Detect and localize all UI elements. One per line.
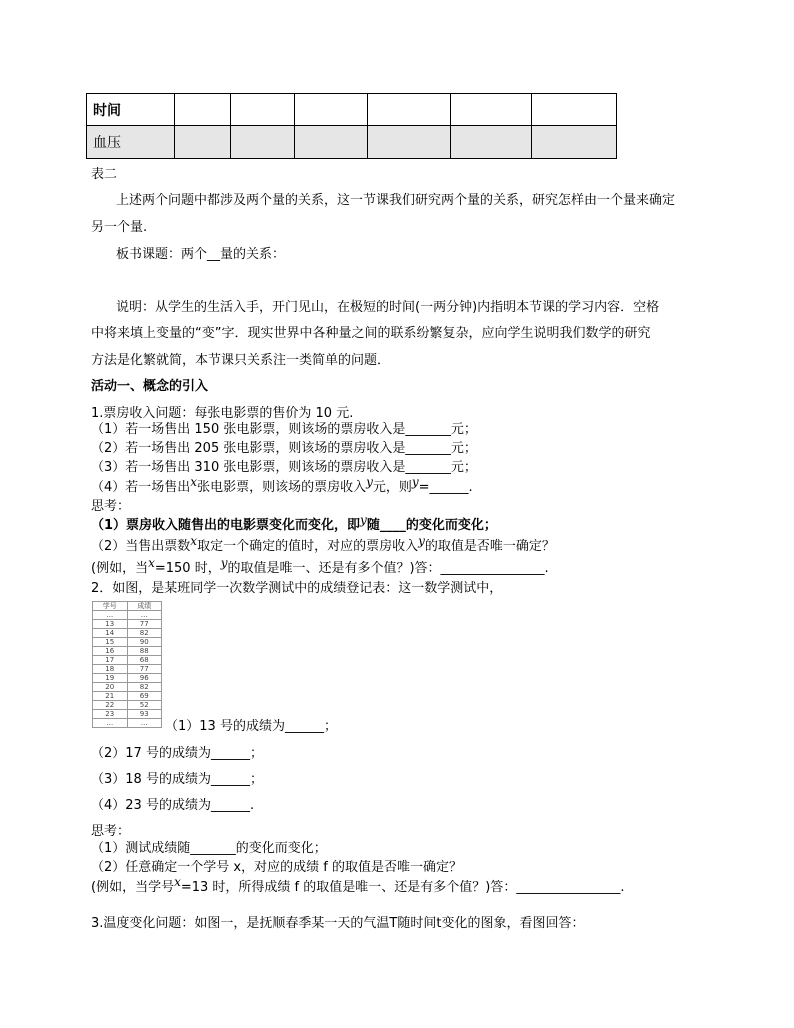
question-2-title: 2．如图，是某班同学一次数学测试中的成绩登记表：这一数学测试中， xyxy=(91,581,503,596)
student-id-cell: 23 xyxy=(93,710,128,719)
table-cell xyxy=(368,94,451,126)
table-cell xyxy=(532,94,617,126)
table-row xyxy=(93,629,162,638)
student-id-cell: … xyxy=(93,719,128,728)
note-line: 方法是化繁就简，本节课只关系注一类简单的问题． xyxy=(91,353,391,368)
think-item: （2）任意确定一个学号 x，对应的成绩 f 的取值是否唯一确定？ xyxy=(91,860,462,875)
variable-y: y xyxy=(411,475,419,489)
score-cell: … xyxy=(127,719,162,728)
student-id-cell: 13 xyxy=(93,620,128,629)
question-1-item: （2）若一场售出 205 张电影票，则该场的票房收入是_______元； xyxy=(91,441,477,456)
variable-x: x xyxy=(190,534,198,548)
score-cell: … xyxy=(127,611,162,620)
think-item xyxy=(91,535,555,554)
variable-x: x xyxy=(190,475,198,489)
question-2-item: （3）18 号的成绩为______； xyxy=(91,772,263,787)
student-id-cell: 17 xyxy=(93,656,128,665)
variable-y: y xyxy=(366,475,373,489)
score-cell: 68 xyxy=(127,656,162,665)
score-cell: 77 xyxy=(127,665,162,674)
text: （4）若一场售出 xyxy=(91,480,191,495)
table-cell xyxy=(368,126,451,159)
student-id-cell: 14 xyxy=(93,629,128,638)
table-row xyxy=(87,126,617,159)
text: (例如，当 xyxy=(91,561,149,576)
think-item xyxy=(91,557,549,576)
student-id-cell: 21 xyxy=(93,692,128,701)
table-row xyxy=(93,611,162,620)
table-header-row xyxy=(93,602,162,611)
text: （1）票房收入随售出的电影票变化而变化，即 xyxy=(91,518,361,533)
text: =150 时， xyxy=(154,561,221,576)
table-row xyxy=(93,620,162,629)
header-student-id: 学号 xyxy=(93,602,128,611)
think-item xyxy=(91,876,624,895)
think-label: 思考： xyxy=(91,499,131,514)
table-cell xyxy=(231,94,295,126)
table-cell xyxy=(175,126,231,159)
score-cell: 90 xyxy=(127,638,162,647)
score-cell: 82 xyxy=(127,629,162,638)
question-2-item: （4）23 号的成绩为______. xyxy=(91,798,255,813)
text: 的取值是否唯一确定？ xyxy=(424,539,555,554)
score-cell: 93 xyxy=(127,710,162,719)
table-row xyxy=(93,701,162,710)
note-line: 中将来填上变量的“变”字．现实世界中各种量之间的联系纷繁复杂，应向学生说明我们数学的研究 xyxy=(91,326,651,341)
student-id-cell: 18 xyxy=(93,665,128,674)
row-header-time: 时间 xyxy=(87,94,175,126)
text: 张电影票，则该场的票房收入 xyxy=(197,480,367,495)
think-item xyxy=(91,514,497,533)
table-caption: 表二 xyxy=(91,167,118,182)
score-table xyxy=(92,601,162,728)
score-cell: 96 xyxy=(127,674,162,683)
paragraph-line: 上述两个问题中都涉及两个量的关系，这一节课我们研究两个量的关系，研究怎样由一个量来确定 xyxy=(116,193,676,208)
table-row xyxy=(93,683,162,692)
note-line: 说明：从学生的生活入手，开门见山，在极短的时间(一两分钟)内指明本节课的学习内容．空格 xyxy=(116,300,660,315)
table-row xyxy=(93,710,162,719)
question-1-item xyxy=(91,476,473,495)
variable-y: y xyxy=(220,556,228,570)
student-id-cell: 19 xyxy=(93,674,128,683)
variable-x: x xyxy=(174,875,181,889)
table-row xyxy=(93,647,162,656)
text: 的取值是唯一、还是有多个值？)答：________________. xyxy=(227,561,549,576)
table-cell xyxy=(295,94,368,126)
table-cell xyxy=(295,126,368,159)
paragraph-line: 另一个量. xyxy=(91,220,148,235)
text: (例如，当学号 xyxy=(91,880,175,895)
score-cell: 52 xyxy=(127,701,162,710)
question-1-title: 1.票房收入问题：每张电影票的售价为 10 元. xyxy=(91,406,354,421)
variable-y: y xyxy=(418,534,425,548)
score-cell: 69 xyxy=(127,692,162,701)
board-title: 板书课题：两个__量的关系： xyxy=(116,247,286,262)
student-id-cell: 15 xyxy=(93,638,128,647)
blood-pressure-table xyxy=(86,93,617,159)
question-2-item: （2）17 号的成绩为______； xyxy=(91,746,263,761)
table-cell xyxy=(451,94,532,126)
variable-x: x xyxy=(148,556,155,570)
table-row xyxy=(93,665,162,674)
question-1-item: （3）若一场售出 310 张电影票，则该场的票房收入是_______元； xyxy=(91,460,477,475)
table-row xyxy=(93,674,162,683)
score-cell: 88 xyxy=(127,647,162,656)
table-row xyxy=(93,692,162,701)
row-header-blood-pressure: 血压 xyxy=(87,126,175,159)
table-cell xyxy=(451,126,532,159)
question-1-item: （1）若一场售出 150 张电影票，则该场的票房收入是_______元； xyxy=(91,422,477,437)
score-cell: 82 xyxy=(127,683,162,692)
table-cell xyxy=(532,126,617,159)
activity-heading: 活动一、概念的引入 xyxy=(91,379,209,394)
table-row xyxy=(93,656,162,665)
table-row xyxy=(93,719,162,728)
think-label: 思考： xyxy=(91,824,131,839)
text: 随____的变化而变化； xyxy=(366,518,497,533)
text: 元，则 xyxy=(372,480,412,495)
text: （2）当售出票数 xyxy=(91,539,191,554)
think-item: （1）测试成绩随_______的变化而变化； xyxy=(91,841,327,856)
table-cell xyxy=(231,126,295,159)
header-score: 成绩 xyxy=(127,602,162,611)
score-cell: 77 xyxy=(127,620,162,629)
student-id-cell: 22 xyxy=(93,701,128,710)
table-cell xyxy=(175,94,231,126)
variable-y: y xyxy=(360,513,367,527)
table-row xyxy=(87,94,617,126)
question-2-item: （1）13 号的成绩为______； xyxy=(165,719,337,734)
question-3-title: 3.温度变化问题：如图一，是抚顺春季某一天的气温T随时间t变化的图象，看图回答： xyxy=(91,916,585,931)
table-row xyxy=(93,638,162,647)
student-id-cell: 16 xyxy=(93,647,128,656)
student-id-cell: … xyxy=(93,611,128,620)
text: =______. xyxy=(418,480,473,495)
student-id-cell: 20 xyxy=(93,683,128,692)
text: 取定一个确定的值时，对应的票房收入 xyxy=(197,539,419,554)
text: =13 时，所得成绩 f 的取值是唯一、还是有多个值？)答：________________. xyxy=(180,880,625,895)
